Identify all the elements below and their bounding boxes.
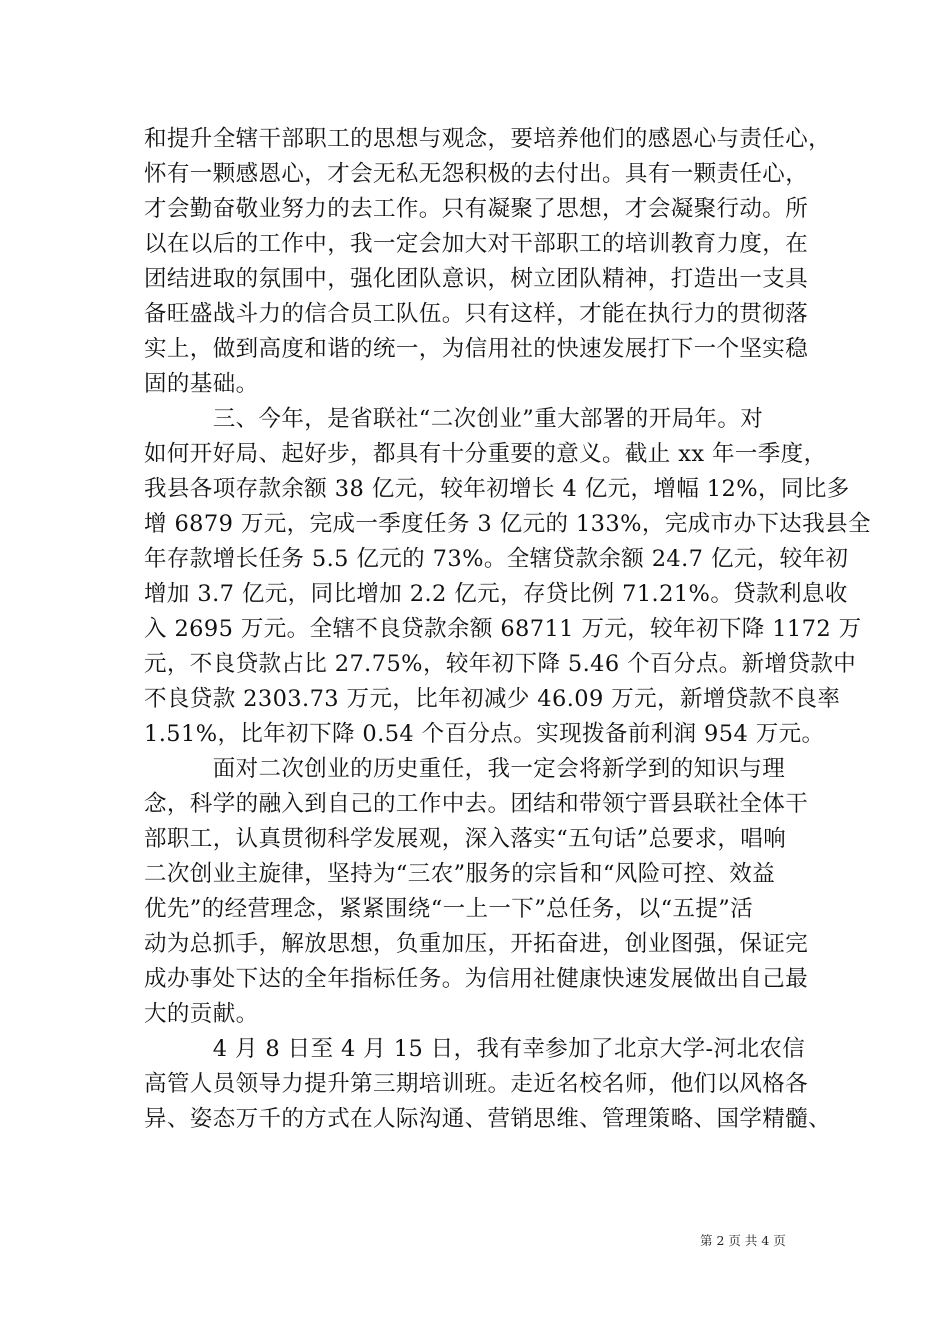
text-line: 增加 3.7 亿元，同比增加 2.2 亿元，存贷比例 71.21%。贷款利息收 [144,581,848,607]
text-line: 备旺盛战斗力的信合员工队伍。只有这样，才能在执行力的贯彻落 [144,301,809,327]
text-line: 念，科学的融入到自己的工作中去。团结和带领宁晋县联社全体干 [144,791,809,817]
text-line: 异、姿态万千的方式在人际沟通、营销思维、管理策略、国学精髓、 [144,1106,832,1132]
text-line: 优先”的经营理念，紧紧围绕“一上一下”总任务，以“五提”活 [144,896,754,922]
text-line: 1.51%，比年初下降 0.54 个百分点。实现拨备前利润 954 万元。 [144,721,825,747]
text-line: 如何开好局、起好步，都具有十分重要的意义。截止 xx 年一季度， [144,441,827,467]
text-line: 面对二次创业的历史重任，我一定会将新学到的知识与理 [144,756,786,782]
text-line: 高管人员领导力提升第三期培训班。走近名校名师，他们以风格各 [144,1071,809,1097]
text-line: 和提升全辖干部职工的思想与观念，要培养他们的感恩心与责任心， [144,126,832,152]
text-line: 团结进取的氛围中，强化团队意识，树立团队精神，打造出一支具 [144,266,809,292]
text-line: 我县各项存款余额 38 亿元，较年初增长 4 亿元，增幅 12%，同比多 [144,476,850,502]
text-line: 怀有一颗感恩心，才会无私无怨积极的去付出。具有一颗责任心， [144,161,809,187]
text-line: 入 2695 万元。全辖不良贷款余额 68711 万元，较年初下降 1172 万 [144,616,862,642]
text-line: 部职工，认真贯彻科学发展观，深入落实“五句话”总要求，唱响 [144,826,787,852]
text-line: 以在以后的工作中，我一定会加大对干部职工的培训教育力度，在 [144,231,809,257]
text-line: 动为总抓手，解放思想，负重加压，开拓奋进，创业图强，保证完 [144,931,809,957]
text-line: 年存款增长任务 5.5 亿元的 73%。全辖贷款余额 24.7 亿元，较年初 [144,546,849,572]
text-line: 增 6879 万元，完成一季度任务 3 亿元的 133%，完成市办下达我县全 [144,511,871,537]
text-line: 不良贷款 2303.73 万元，比年初减少 46.09 万元，新增贷款不良率 [144,686,841,712]
text-line: 二次创业主旋律，坚持为“三农”服务的宗旨和“风险可控、效益 [144,861,776,887]
text-line: 大的贡献。 [144,1001,259,1027]
page-number-footer: 第 2 页 共 4 页 [700,1233,786,1248]
text-line: 三、今年，是省联社“二次创业”重大部署的开局年。对 [144,406,764,432]
text-line: 元，不良贷款占比 27.75%，较年初下降 5.46 个百分点。新增贷款中 [144,651,857,677]
text-line: 固的基础。 [144,371,259,397]
text-line: 才会勤奋敬业努力的去工作。只有凝聚了思想，才会凝聚行动。所 [144,196,809,222]
text-line: 实上，做到高度和谐的统一，为信用社的快速发展打下一个坚实稳 [144,336,809,362]
text-line: 成办事处下达的全年指标任务。为信用社健康快速发展做出自己最 [144,966,809,992]
text-line: 4 月 8 日至 4 月 15 日，我有幸参加了北京大学-河北农信 [144,1036,806,1062]
